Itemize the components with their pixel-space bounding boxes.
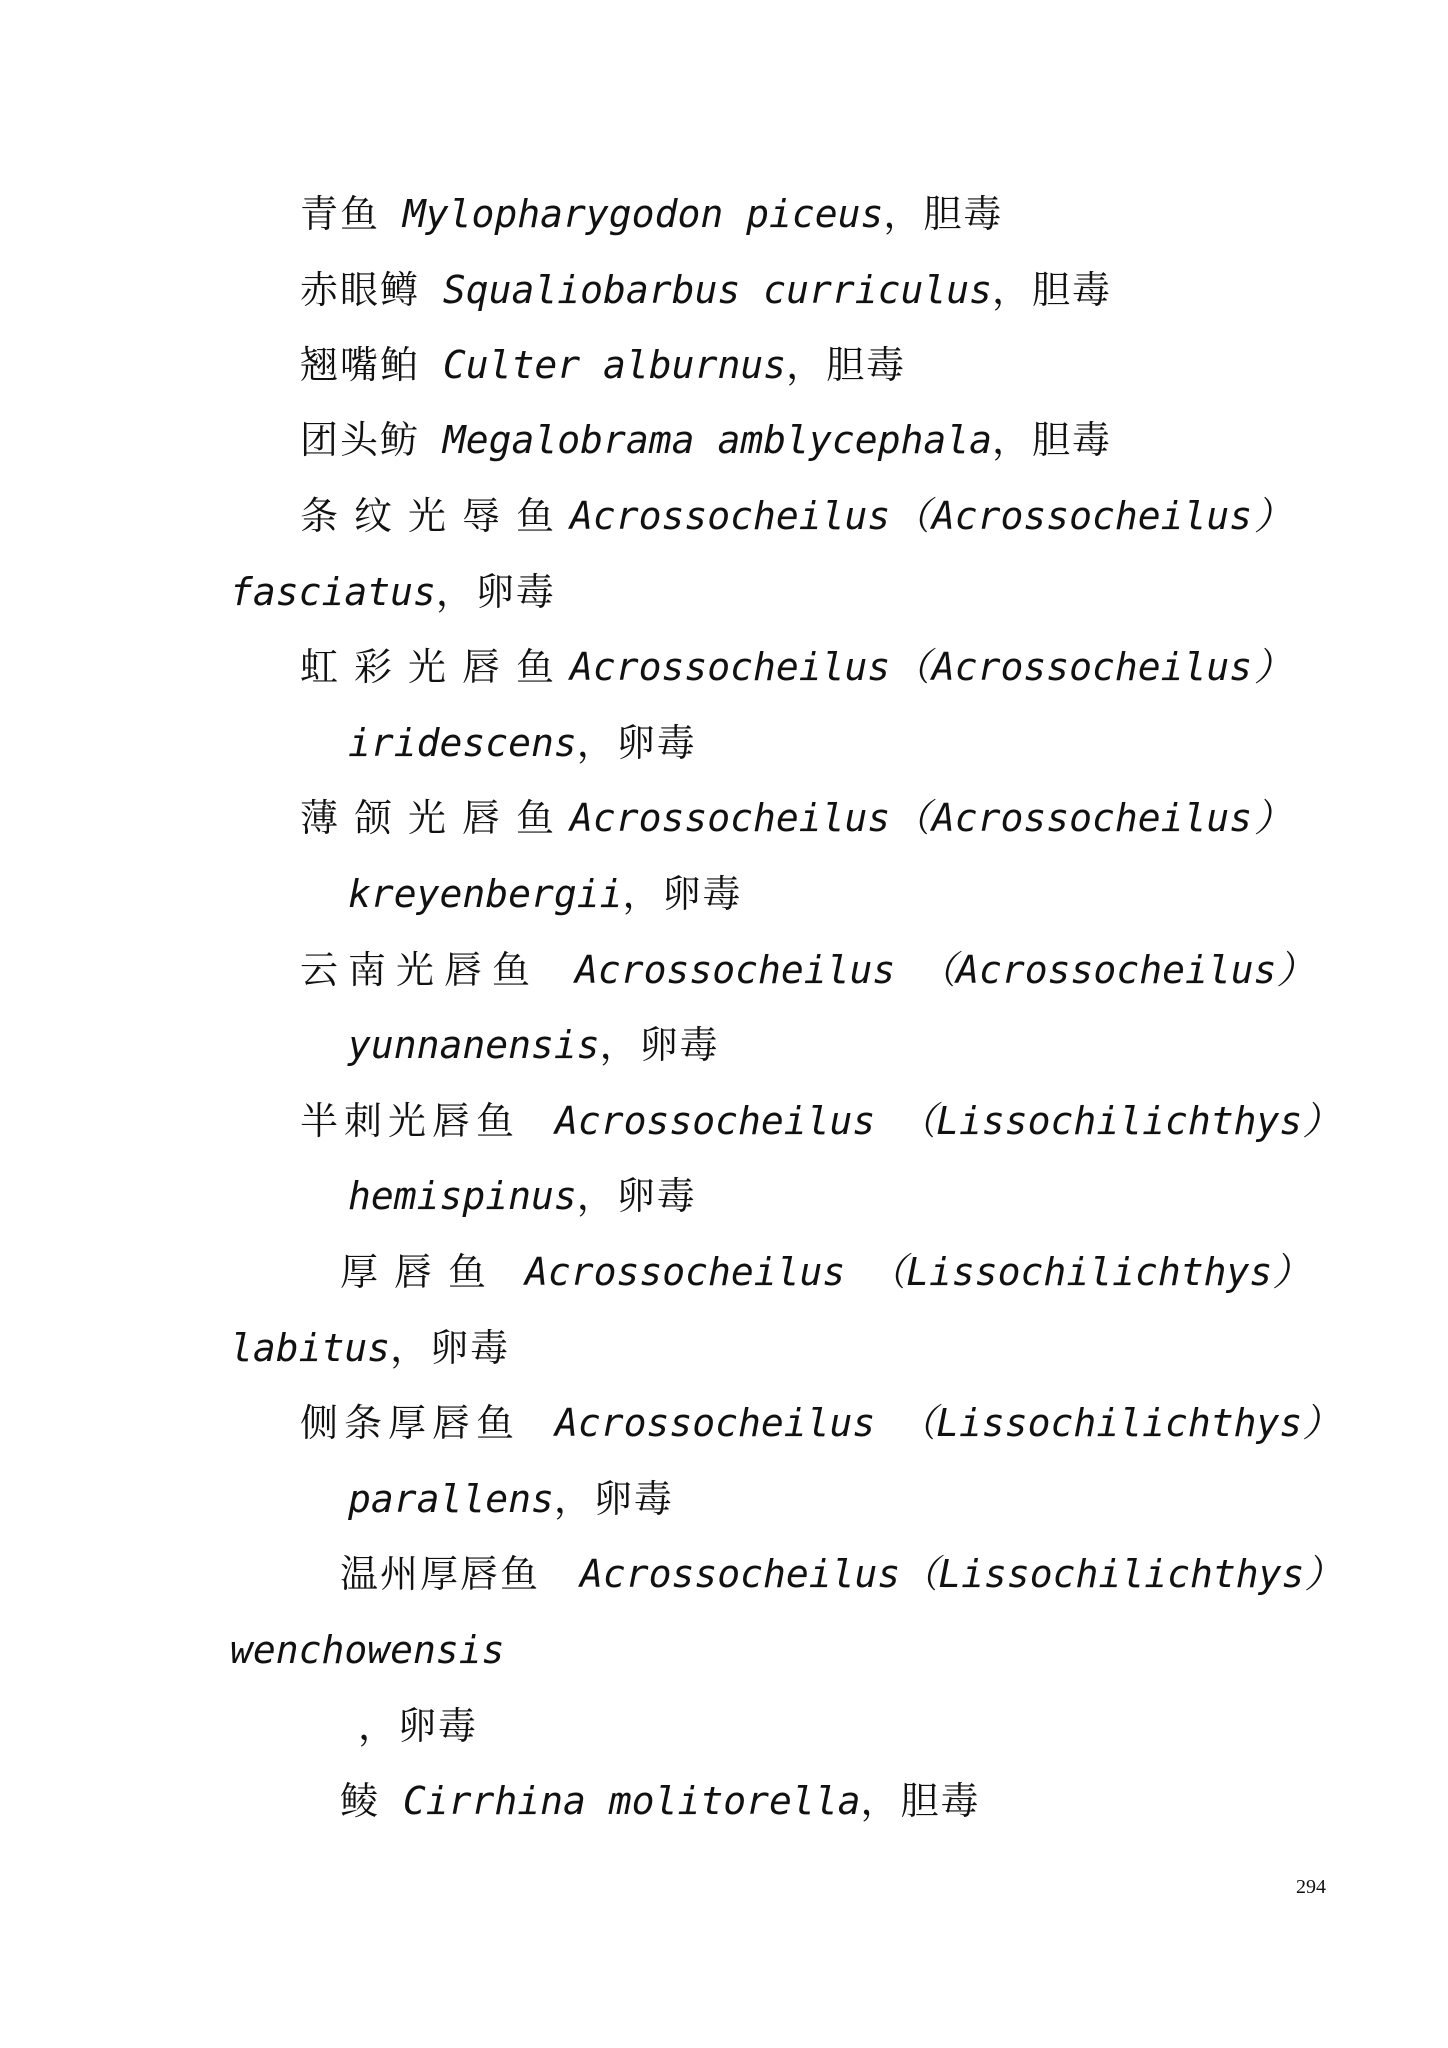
entry-line — [340, 1248, 1311, 1296]
entry-line — [300, 643, 1292, 691]
entry-line — [340, 1777, 980, 1825]
chinese-name: 厚唇鱼 — [340, 1250, 503, 1294]
entry-line-continuation — [230, 568, 556, 616]
toxin-type: ，胆毒 — [860, 1779, 981, 1823]
toxin-type: ，卵毒 — [390, 1326, 511, 1370]
entry-line-continuation — [348, 719, 697, 767]
entry-line — [300, 266, 1112, 314]
scientific-epithet: iridescens — [348, 721, 577, 765]
scientific-name: Megalobrama amblycephala — [442, 418, 992, 462]
scientific-name: Culter alburnus — [442, 343, 787, 387]
chinese-name: 条纹光辱鱼 — [300, 494, 571, 538]
chinese-name: 青鱼 — [300, 192, 381, 236]
toxin-type: ，胆毒 — [883, 192, 1004, 236]
scientific-epithet: yunnanensis — [348, 1023, 600, 1067]
entry-line — [300, 341, 906, 389]
scientific-name: Mylopharygodon piceus — [402, 192, 884, 236]
scientific-name: Acrossocheilus（Acrossocheilus） — [570, 645, 1292, 689]
entry-line — [300, 794, 1292, 842]
chinese-name: 鲮 — [340, 1779, 381, 1823]
toxin-type: ，卵毒 — [576, 721, 697, 765]
entry-line — [300, 492, 1292, 540]
page-number: 294 — [1296, 1876, 1326, 1898]
toxin-type: ，胆毒 — [786, 343, 907, 387]
toxin-type: ，胆毒 — [991, 268, 1112, 312]
chinese-name: 温州厚唇鱼 — [340, 1552, 541, 1596]
scientific-epithet: labitus — [230, 1326, 391, 1370]
scientific-epithet: kreyenbergii — [348, 872, 623, 916]
scientific-name: Acrossocheilus （Acrossocheilus） — [575, 948, 1315, 992]
scientific-name: Acrossocheilus（Acrossocheilus） — [570, 494, 1292, 538]
entry-line-continuation — [348, 1475, 674, 1523]
scientific-epithet: wenchowensis — [230, 1628, 505, 1672]
scientific-name: Squaliobarbus curriculus — [442, 268, 992, 312]
entry-line-continuation — [230, 1626, 505, 1674]
chinese-name: 翘嘴鲌 — [300, 343, 421, 387]
chinese-name: 侧条厚唇鱼 — [300, 1401, 521, 1445]
entry-line — [300, 416, 1112, 464]
scientific-name: Acrossocheilus （Lissochilichthys） — [555, 1401, 1341, 1445]
scientific-epithet: parallens — [348, 1477, 554, 1521]
scientific-name: Acrossocheilus（Acrossocheilus） — [570, 796, 1292, 840]
scientific-name: Acrossocheilus （Lissochilichthys） — [555, 1099, 1341, 1143]
chinese-name: 团头鲂 — [300, 418, 421, 462]
toxin-type: ，卵毒 — [576, 1174, 697, 1218]
entry-line — [300, 1399, 1341, 1447]
scientific-name: Cirrhina molitorella — [402, 1779, 861, 1823]
chinese-name: 虹彩光唇鱼 — [300, 645, 571, 689]
entry-line — [340, 1550, 1343, 1598]
chinese-name: 赤眼鳟 — [300, 268, 421, 312]
scientific-epithet: fasciatus — [230, 570, 436, 614]
entry-line — [300, 946, 1315, 994]
toxin-type: ，卵毒 — [622, 872, 743, 916]
scientific-epithet: hemispinus — [348, 1174, 577, 1218]
scientific-name: Acrossocheilus （Lissochilichthys） — [525, 1250, 1311, 1294]
toxin-type: ，胆毒 — [991, 418, 1112, 462]
toxin-type: ，卵毒 — [553, 1477, 674, 1521]
entry-line — [300, 1097, 1341, 1145]
entry-line-continuation — [348, 870, 743, 918]
scientific-name: Acrossocheilus（Lissochilichthys） — [580, 1552, 1343, 1596]
toxin-type: ，卵毒 — [435, 570, 556, 614]
toxin-type: ，卵毒 — [599, 1023, 720, 1067]
chinese-name: 薄颌光唇鱼 — [300, 796, 571, 840]
entry-line-continuation — [230, 1324, 510, 1372]
chinese-name: 半刺光唇鱼 — [300, 1099, 521, 1143]
entry-line — [300, 190, 1003, 238]
toxin-type: ，卵毒 — [358, 1704, 479, 1748]
entry-line-continuation — [358, 1702, 478, 1750]
chinese-name: 云南光唇鱼 — [300, 948, 541, 992]
entry-line-continuation — [348, 1172, 697, 1220]
entry-line-continuation — [348, 1021, 720, 1069]
